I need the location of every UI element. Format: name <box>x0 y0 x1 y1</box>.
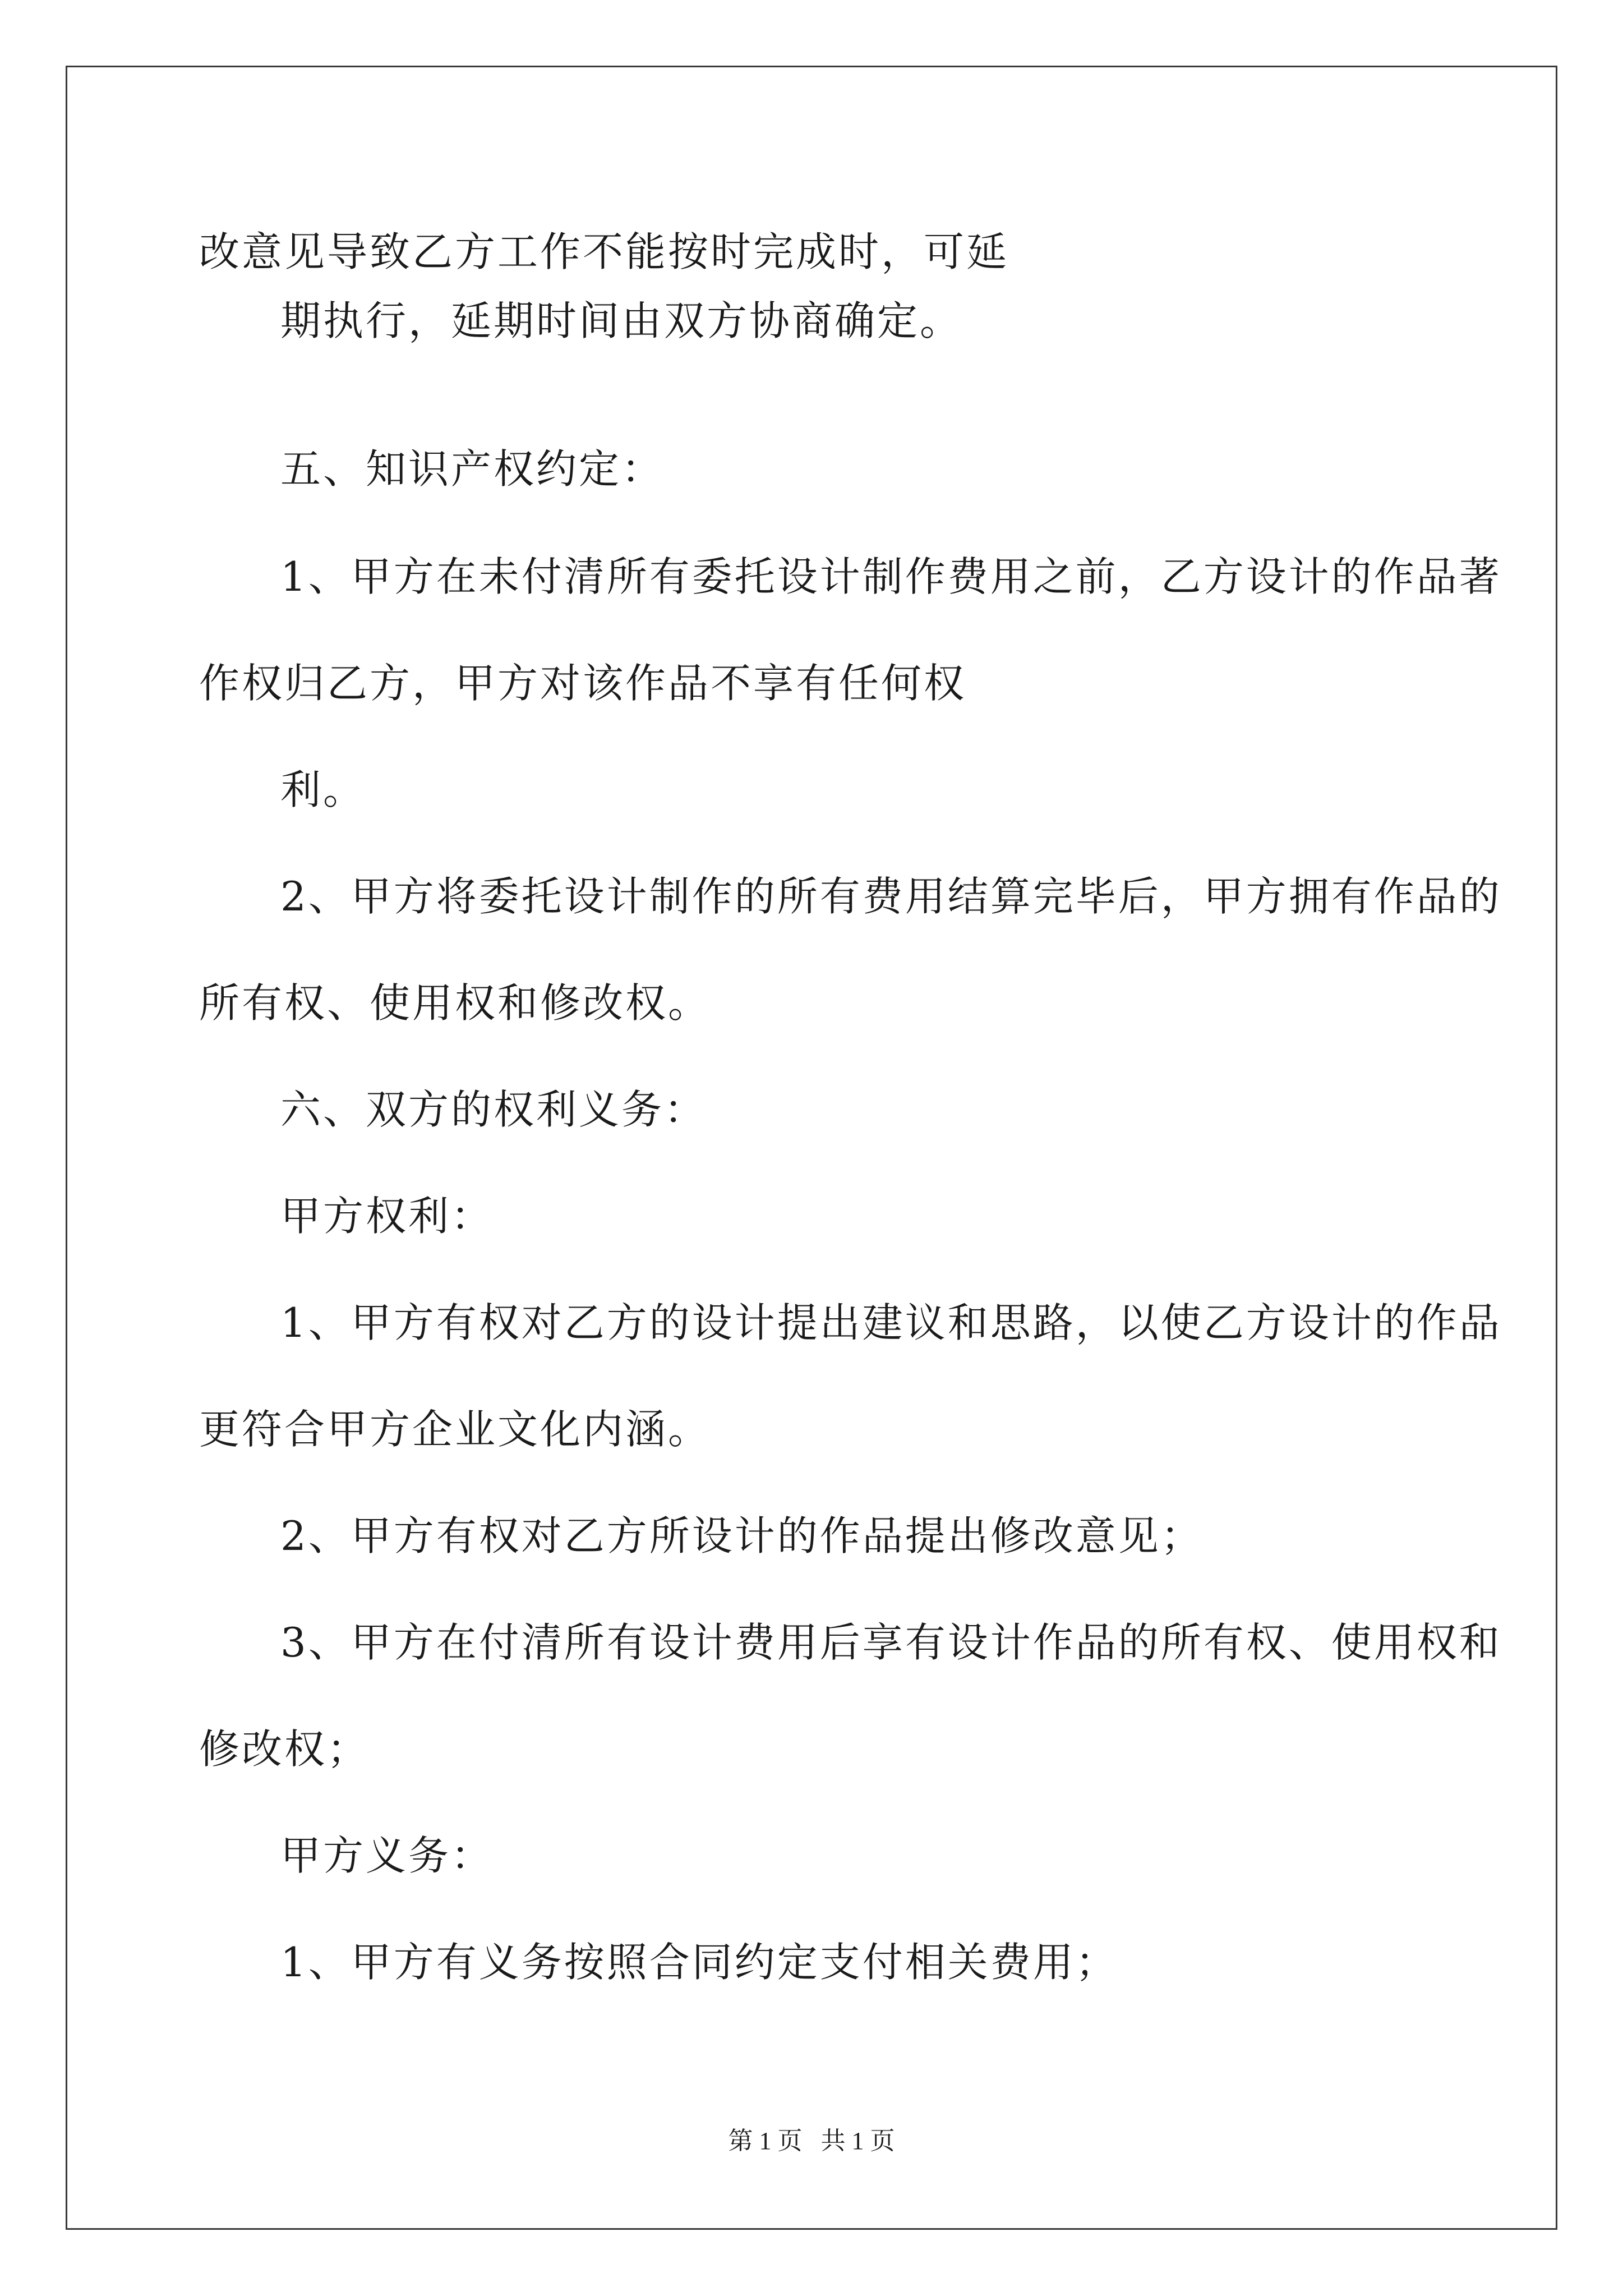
paragraph-line-11: 1、甲方有权对乙方的设计提出建议和思路，以使乙方设计的作品 <box>280 1299 1502 1346</box>
paragraph-line-12: 更符合甲方企业文化内涵。 <box>199 1406 711 1453</box>
paragraph-line-7: 2、甲方将委托设计制作的所有费用结算完毕后，甲方拥有作品的 <box>280 873 1502 920</box>
paragraph-line-4: 1、甲方在未付清所有委托设计制作费用之前，乙方设计的作品著 <box>280 553 1502 600</box>
paragraph-line-8: 所有权、使用权和修改权。 <box>199 979 711 1027</box>
section-heading-ip: 五、知识产权约定： <box>280 445 665 493</box>
paragraph-line-2: 期执行，延期时间由双方协商确定。 <box>280 297 963 344</box>
paragraph-line-14: 3、甲方在付清所有设计费用后享有设计作品的所有权、使用权和 <box>280 1619 1502 1666</box>
paragraph-line-5: 作权归乙方，甲方对该作品不享有任何权 <box>199 660 967 707</box>
page-number-footer: 第 1 页 共 1 页 <box>728 2127 895 2155</box>
paragraph-line-6: 利。 <box>280 766 366 813</box>
section-heading-rights: 六、双方的权利义务： <box>280 1086 707 1133</box>
subheading-party-a-duties: 甲方义务： <box>280 1832 494 1879</box>
paragraph-line-13: 2、甲方有权对乙方所设计的作品提出修改意见； <box>280 1512 1204 1559</box>
paragraph-line-1: 改意见导致乙方工作不能按时完成时，可延 <box>199 228 1009 275</box>
paragraph-line-17: 1、甲方有义务按照合同约定支付相关费用； <box>280 1939 1118 1986</box>
paragraph-line-15: 修改权； <box>199 1726 370 1773</box>
page-border <box>66 66 1557 2230</box>
subheading-party-a-rights: 甲方权利： <box>280 1193 494 1240</box>
